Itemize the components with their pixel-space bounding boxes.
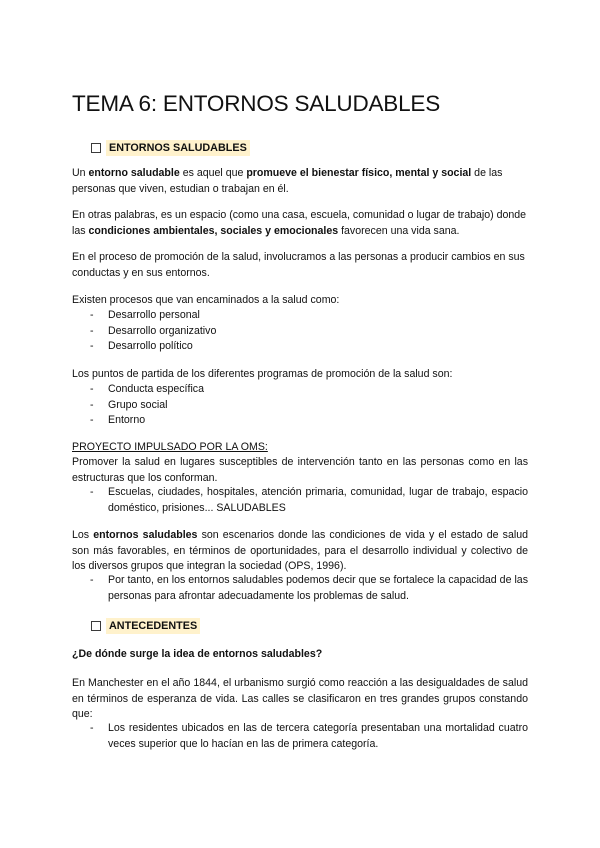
paragraph-starting-points: Los puntos de partida de los diferentes programas de promoción de la salud son: [72,368,453,380]
checkbox-icon[interactable] [91,143,101,153]
list-capacity [90,573,528,604]
dash-bullet: - [90,398,94,411]
paragraph-process: En el proceso de promoción de la salud, involucramos a las personas a producir cambios en sus conductas y en sus entornos. [72,251,525,279]
dash-bullet: - [90,309,94,321]
text: Los [72,529,94,541]
list-item-text: Grupo social [108,398,168,411]
list-item [90,339,528,355]
list-item [90,485,528,516]
bold-text: condiciones ambientales, sociales y emocionales [88,224,339,237]
text: de las personas que viven, estudian o trabajan en él. [72,167,503,195]
dash-bullet: - [90,383,94,395]
list-item [90,324,528,340]
bold-text: promueve el bienestar físico, mental y social [246,167,472,179]
dash-bullet: - [90,324,94,337]
list-item-text: Por tanto, en los entornos saludables podemos decir que se fortalece la capacidad de las personas para afrontar adecuadamente los problemas de salud. [108,574,528,602]
dash-bullet: - [90,340,94,353]
text: es aquel que [179,167,247,179]
list-item [90,398,528,414]
list-item [90,382,528,398]
question-heading: ¿De dónde surge la idea de entornos saludables? [72,648,323,660]
paragraph-processes-intro: Existen procesos que van encaminados a la salud como: [72,294,340,306]
dash-bullet: - [90,722,94,734]
dash-bullet: - [90,486,94,498]
bold-text: entornos saludables [93,529,198,541]
list-item [90,573,528,604]
section-heading-entornos [91,139,250,156]
list-starting-points [90,382,528,429]
paragraph-healthy-settings [72,528,528,575]
list-item-text: Desarrollo personal [108,309,200,321]
list-item [90,413,528,429]
bold-text: entorno saludable [88,167,180,179]
list-item-text: Escuelas, ciudades, hospitales, atención primaria, comunidad, lugar de trabajo, espacio doméstico, prisiones... SALUDABLES [108,486,528,514]
text: En otras palabras, es un espacio (como una casa, escuela, comunidad o lugar de trabajo) donde las [72,209,527,237]
paragraph-definition [72,166,528,197]
section-heading-antecedentes [91,617,200,634]
paragraph-other-words [72,208,528,239]
list-item-text: Conducta específica [108,383,204,395]
checkbox-icon[interactable] [91,621,101,631]
section-label: ANTECEDENTES [106,618,200,634]
paragraph-oms: Promover la salud en lugares susceptibles de intervención tanto en las personas como en las estructuras que los conforman. [72,456,528,484]
list-item-text: Desarrollo organizativo [108,324,217,337]
dash-bullet: - [90,414,94,427]
list-residents [90,721,528,752]
list-item [90,308,528,324]
list-item-text: Entorno [108,414,146,427]
list-settings [90,485,528,516]
text: Un [72,167,89,179]
page-title: TEMA 6: ENTORNOS SALUDABLES [72,91,441,116]
text: favorecen una vida sana. [338,224,460,237]
text: son escenarios donde las condiciones de vida y el estado de salud son más favorables, en términos de oportunidades, para el desarrollo individual y colectivo de los diversos grupos que integran la sociedad (OPS, 1996). [72,529,528,573]
dash-bullet: - [90,574,94,586]
list-development [90,308,528,355]
section-label: ENTORNOS SALUDABLES [106,140,250,156]
oms-heading: PROYECTO IMPULSADO POR LA OMS: [72,441,268,453]
paragraph-manchester: En Manchester en el año 1844, el urbanismo surgió como reacción a las desigualdades de salud en términos de esperanza de vida. Las calles se clasificaron en tres grandes grupos constando que: [72,677,528,721]
list-item-text: Los residentes ubicados en las de tercera categoría presentaban una mortalidad cuatro veces superior que lo hacían en las de primera categoría. [108,722,528,750]
list-item-text: Desarrollo político [108,340,193,353]
list-item [90,721,528,752]
